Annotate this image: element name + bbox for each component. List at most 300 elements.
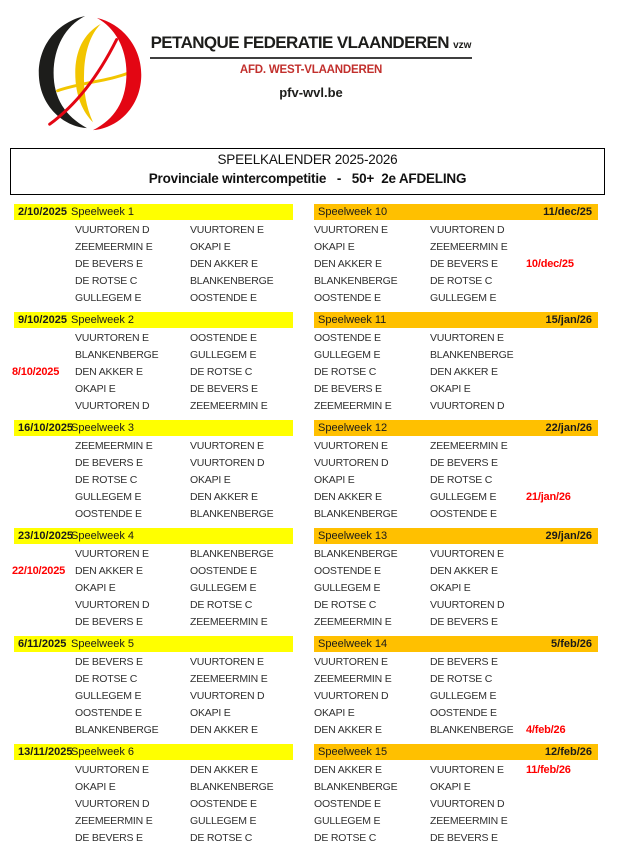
alternate-date xyxy=(8,239,75,256)
match-row xyxy=(308,779,604,796)
speelweek-label: Speelweek 14 xyxy=(318,638,388,650)
match-row xyxy=(8,830,302,847)
speelweek-block xyxy=(8,420,302,523)
team-away: VUURTOREN D xyxy=(190,457,265,469)
team-home: DEN AKKER E xyxy=(314,724,382,736)
alternate-date xyxy=(526,546,604,563)
alternate-date xyxy=(526,381,604,398)
alternate-date xyxy=(8,381,75,398)
match-rows xyxy=(308,438,604,523)
speelweek-date: 29/jan/26 xyxy=(545,530,592,542)
match-row xyxy=(308,347,604,364)
speelweek-header-bar xyxy=(314,636,598,652)
team-home: DE BEVERS E xyxy=(75,616,143,628)
speelweek-block xyxy=(8,744,302,847)
match-rows xyxy=(8,654,302,739)
match-row xyxy=(308,580,604,597)
alternate-date xyxy=(526,614,604,631)
team-away: OKAPI E xyxy=(430,582,471,594)
team-away: DEN AKKER E xyxy=(190,764,258,776)
alternate-date xyxy=(526,779,604,796)
pfv-logo-icon xyxy=(28,10,156,142)
match-row xyxy=(8,688,302,705)
team-away: DE BEVERS E xyxy=(430,656,498,668)
team-home: BLANKENBERGE xyxy=(314,508,398,520)
speelweek-header-bar xyxy=(14,528,293,544)
match-rows xyxy=(308,222,604,307)
match-row xyxy=(308,256,604,273)
alternate-date xyxy=(526,472,604,489)
match-row xyxy=(8,506,302,523)
speelweek-header-bar xyxy=(314,420,598,436)
team-away: ZEEMEERMIN E xyxy=(430,815,508,827)
speelweek-date: 23/10/2025 xyxy=(18,530,74,542)
match-row xyxy=(308,671,604,688)
speelweek-header-bar xyxy=(14,204,293,220)
team-away: BLANKENBERGE xyxy=(190,781,274,793)
team-away: BLANKENBERGE xyxy=(430,349,514,361)
match-row xyxy=(308,398,604,415)
speelweek-header-bar xyxy=(14,420,293,436)
speelweek-date: 15/jan/26 xyxy=(545,314,592,326)
match-row xyxy=(308,705,604,722)
speelweek-label: Speelweek 13 xyxy=(318,530,388,542)
alternate-date xyxy=(8,671,75,688)
division-label: AFD. WEST-VLAANDEREN xyxy=(239,64,383,76)
match-row xyxy=(8,347,302,364)
team-away: VUURTOREN D xyxy=(430,224,505,236)
team-home: DE ROTSE C xyxy=(75,275,138,287)
team-home: DE ROTSE C xyxy=(314,832,377,844)
match-row xyxy=(8,796,302,813)
team-home: VUURTOREN E xyxy=(75,332,149,344)
team-home: VUURTOREN D xyxy=(75,400,150,412)
alternate-date xyxy=(526,796,604,813)
speelweek-label: Speelweek 11 xyxy=(318,314,387,326)
alternate-date xyxy=(526,597,604,614)
team-home: ZEEMEERMIN E xyxy=(75,440,153,452)
alternate-date xyxy=(8,654,75,671)
team-away: DE BEVERS E xyxy=(430,457,498,469)
team-home: OOSTENDE E xyxy=(314,332,381,344)
alternate-date xyxy=(8,455,75,472)
team-home: VUURTOREN D xyxy=(75,798,150,810)
team-away: BLANKENBERGE xyxy=(190,275,274,287)
team-home: OOSTENDE E xyxy=(75,707,142,719)
team-home: VUURTOREN D xyxy=(75,224,150,236)
alternate-date xyxy=(526,239,604,256)
match-row xyxy=(8,546,302,563)
website-label: pfv-wvl.be xyxy=(279,85,343,100)
match-row xyxy=(308,688,604,705)
speelweek-label: Speelweek 4 xyxy=(71,530,134,542)
team-away: OKAPI E xyxy=(190,474,231,486)
alternate-date: 21/jan/26 xyxy=(526,491,571,503)
speelweek-header-bar xyxy=(314,204,598,220)
match-rows xyxy=(8,762,302,847)
team-home: ZEEMEERMIN E xyxy=(75,815,153,827)
team-away: DEN AKKER E xyxy=(190,491,258,503)
speelweek-label: Speelweek 12 xyxy=(318,422,388,434)
match-row xyxy=(308,796,604,813)
match-row xyxy=(308,654,604,671)
match-row xyxy=(8,489,302,506)
match-row xyxy=(8,813,302,830)
match-rows xyxy=(308,330,604,415)
speelweek-date: 22/jan/26 xyxy=(545,422,592,434)
alternate-date xyxy=(526,347,604,364)
competition-subtitle: Provinciale wintercompetitie - 50+ 2e AFDELING xyxy=(148,171,467,186)
alternate-date xyxy=(8,398,75,415)
match-row xyxy=(8,256,302,273)
team-away: GULLEGEM E xyxy=(430,690,497,702)
team-away: ZEEMEERMIN E xyxy=(430,440,508,452)
match-rows xyxy=(8,330,302,415)
team-away: DE ROTSE C xyxy=(190,832,253,844)
alternate-date xyxy=(8,688,75,705)
alternate-date xyxy=(8,779,75,796)
team-away: OKAPI E xyxy=(430,781,471,793)
alternate-date xyxy=(526,671,604,688)
team-home: DEN AKKER E xyxy=(314,258,382,270)
team-away: VUURTOREN E xyxy=(430,332,504,344)
team-home: GULLEGEM E xyxy=(314,815,381,827)
team-away: DEN AKKER E xyxy=(190,258,258,270)
match-row xyxy=(308,472,604,489)
match-row xyxy=(308,273,604,290)
team-away: GULLEGEM E xyxy=(430,491,497,503)
speelweek-block xyxy=(308,204,604,307)
speelweek-header-bar xyxy=(14,744,293,760)
calendar-title: SPEELKALENDER 2025-2026 xyxy=(217,152,398,167)
match-row xyxy=(8,273,302,290)
speelweek-header-bar xyxy=(314,528,598,544)
team-home: OOSTENDE E xyxy=(314,292,381,304)
weeks-column-right xyxy=(308,204,604,852)
match-row xyxy=(8,563,302,580)
match-row xyxy=(8,239,302,256)
team-home: DE BEVERS E xyxy=(75,832,143,844)
match-row xyxy=(308,364,604,381)
speelweek-label: Speelweek 10 xyxy=(318,206,388,218)
calendar-title-box xyxy=(10,148,605,195)
match-row xyxy=(8,222,302,239)
team-away: VUURTOREN E xyxy=(430,764,504,776)
speelweek-date: 5/feb/26 xyxy=(551,638,592,650)
team-home: BLANKENBERGE xyxy=(314,275,398,287)
speelweek-block xyxy=(308,744,604,847)
match-row xyxy=(8,580,302,597)
match-rows xyxy=(308,762,604,847)
speelweek-label: Speelweek 15 xyxy=(318,746,388,758)
alternate-date xyxy=(526,830,604,847)
team-away: VUURTOREN D xyxy=(430,400,505,412)
team-home: DEN AKKER E xyxy=(75,565,143,577)
alternate-date xyxy=(8,472,75,489)
match-row xyxy=(308,455,604,472)
team-home: OOSTENDE E xyxy=(314,565,381,577)
speelweek-block xyxy=(8,528,302,631)
match-row xyxy=(8,364,302,381)
team-home: BLANKENBERGE xyxy=(75,724,159,736)
team-away: BLANKENBERGE xyxy=(190,548,274,560)
match-row xyxy=(8,654,302,671)
match-rows xyxy=(8,438,302,523)
team-home: DE ROTSE C xyxy=(75,673,138,685)
speelweek-block xyxy=(8,204,302,307)
alternate-date xyxy=(526,563,604,580)
team-home: DEN AKKER E xyxy=(75,366,143,378)
team-home: OKAPI E xyxy=(314,474,355,486)
team-away: VUURTOREN D xyxy=(430,599,505,611)
team-home: DE BEVERS E xyxy=(75,656,143,668)
alternate-date xyxy=(526,688,604,705)
alternate-date xyxy=(8,830,75,847)
match-row xyxy=(308,489,604,506)
team-home: ZEEMEERMIN E xyxy=(314,616,392,628)
team-home: DEN AKKER E xyxy=(314,764,382,776)
alternate-date xyxy=(8,762,75,779)
speelweek-block xyxy=(308,636,604,739)
team-home: DE BEVERS E xyxy=(314,383,382,395)
match-row xyxy=(8,671,302,688)
team-home: OOSTENDE E xyxy=(314,798,381,810)
federation-name-text: PETANQUE FEDERATIE VLAANDEREN xyxy=(150,33,449,52)
team-away: DE BEVERS E xyxy=(430,832,498,844)
team-home: BLANKENBERGE xyxy=(75,349,159,361)
federation-header xyxy=(150,33,472,100)
team-home: VUURTOREN E xyxy=(314,656,388,668)
team-home: OKAPI E xyxy=(314,707,355,719)
match-rows xyxy=(308,654,604,739)
match-row xyxy=(308,597,604,614)
team-away: OOSTENDE E xyxy=(190,292,257,304)
match-row xyxy=(8,290,302,307)
match-row xyxy=(8,614,302,631)
alternate-date xyxy=(526,398,604,415)
match-row xyxy=(8,779,302,796)
match-row xyxy=(308,762,604,779)
team-home: OKAPI E xyxy=(314,241,355,253)
alternate-date xyxy=(526,705,604,722)
speelweek-date: 11/dec/25 xyxy=(543,206,592,218)
team-home: OKAPI E xyxy=(75,781,116,793)
team-home: VUURTOREN D xyxy=(314,457,389,469)
team-home: ZEEMEERMIN E xyxy=(314,673,392,685)
match-row xyxy=(308,722,604,739)
alternate-date xyxy=(8,222,75,239)
alternate-date xyxy=(8,546,75,563)
alternate-date: 11/feb/26 xyxy=(526,764,571,776)
team-away: DE ROTSE C xyxy=(430,673,493,685)
team-away: VUURTOREN D xyxy=(430,798,505,810)
alternate-date xyxy=(526,330,604,347)
match-row xyxy=(308,813,604,830)
team-away: DEN AKKER E xyxy=(190,724,258,736)
match-row xyxy=(308,239,604,256)
team-home: ZEEMEERMIN E xyxy=(314,400,392,412)
match-row xyxy=(308,614,604,631)
match-rows xyxy=(8,222,302,307)
team-home: GULLEGEM E xyxy=(75,292,142,304)
speelweek-block xyxy=(308,528,604,631)
team-home: ZEEMEERMIN E xyxy=(75,241,153,253)
speelweek-date: 16/10/2025 xyxy=(18,422,74,434)
alternate-date xyxy=(8,330,75,347)
team-away: OOSTENDE E xyxy=(430,707,497,719)
speelweek-label: Speelweek 5 xyxy=(71,638,134,650)
team-away: GULLEGEM E xyxy=(190,815,257,827)
alternate-date xyxy=(526,438,604,455)
speelweek-date: 2/10/2025 xyxy=(18,206,67,218)
team-away: VUURTOREN E xyxy=(190,224,264,236)
alternate-date xyxy=(8,614,75,631)
alternate-date xyxy=(526,654,604,671)
alternate-date xyxy=(526,813,604,830)
team-home: VUURTOREN D xyxy=(314,690,389,702)
match-row xyxy=(8,705,302,722)
team-home: DE ROTSE C xyxy=(75,474,138,486)
team-home: DEN AKKER E xyxy=(314,491,382,503)
match-row xyxy=(308,330,604,347)
alternate-date: 22/10/2025 xyxy=(12,565,66,577)
alternate-date xyxy=(8,796,75,813)
alternate-date: 8/10/2025 xyxy=(12,366,60,378)
team-away: OKAPI E xyxy=(430,383,471,395)
team-away: GULLEGEM E xyxy=(190,349,257,361)
match-rows xyxy=(308,546,604,631)
team-away: DEN AKKER E xyxy=(430,565,498,577)
speelweek-block xyxy=(308,420,604,523)
team-away: DE ROTSE C xyxy=(190,366,253,378)
speelweek-label: Speelweek 6 xyxy=(71,746,134,758)
team-away: OOSTENDE E xyxy=(190,332,257,344)
team-away: BLANKENBERGE xyxy=(190,508,274,520)
alternate-date xyxy=(8,256,75,273)
team-home: BLANKENBERGE xyxy=(314,781,398,793)
team-home: BLANKENBERGE xyxy=(314,548,398,560)
team-away: VUURTOREN E xyxy=(190,656,264,668)
team-away: DE BEVERS E xyxy=(430,616,498,628)
alternate-date xyxy=(8,438,75,455)
team-away: OOSTENDE E xyxy=(190,565,257,577)
team-away: DEN AKKER E xyxy=(430,366,498,378)
team-home: VUURTOREN E xyxy=(75,548,149,560)
alternate-date xyxy=(526,455,604,472)
team-away: VUURTOREN E xyxy=(430,548,504,560)
match-row xyxy=(8,597,302,614)
team-away: OKAPI E xyxy=(190,241,231,253)
alternate-date: 4/feb/26 xyxy=(526,724,566,736)
alternate-date xyxy=(526,290,604,307)
speelweek-date: 13/11/2025 xyxy=(18,746,73,758)
alternate-date: 10/dec/25 xyxy=(526,258,574,270)
alternate-date xyxy=(526,222,604,239)
team-away: GULLEGEM E xyxy=(430,292,497,304)
match-row xyxy=(308,546,604,563)
speelweek-date: 12/feb/26 xyxy=(544,746,592,758)
alternate-date xyxy=(8,580,75,597)
alternate-date xyxy=(8,705,75,722)
team-away: DE ROTSE C xyxy=(430,474,493,486)
alternate-date xyxy=(8,489,75,506)
alternate-date xyxy=(8,506,75,523)
speelweek-header-bar xyxy=(314,312,598,328)
federation-name xyxy=(150,33,472,59)
team-away: ZEEMEERMIN E xyxy=(190,673,268,685)
team-away: VUURTOREN D xyxy=(190,690,265,702)
match-row xyxy=(8,762,302,779)
weeks-column-left xyxy=(8,204,302,852)
alternate-date xyxy=(8,273,75,290)
match-row xyxy=(8,438,302,455)
alternate-date xyxy=(8,347,75,364)
speelweek-block xyxy=(8,312,302,415)
match-row xyxy=(8,455,302,472)
alternate-date xyxy=(8,290,75,307)
team-home: DE ROTSE C xyxy=(314,599,377,611)
team-away: VUURTOREN E xyxy=(190,440,264,452)
match-row xyxy=(308,381,604,398)
team-away: ZEEMEERMIN E xyxy=(430,241,508,253)
match-rows xyxy=(8,546,302,631)
team-away: DE ROTSE C xyxy=(190,599,253,611)
team-away: OKAPI E xyxy=(190,707,231,719)
speelweek-block xyxy=(8,636,302,739)
team-away: OOSTENDE E xyxy=(190,798,257,810)
match-row xyxy=(308,506,604,523)
team-away: DE BEVERS E xyxy=(190,383,258,395)
match-row xyxy=(8,722,302,739)
match-row xyxy=(8,398,302,415)
match-row xyxy=(308,563,604,580)
alternate-date xyxy=(526,364,604,381)
team-home: DE BEVERS E xyxy=(75,457,143,469)
speelweek-date: 9/10/2025 xyxy=(18,314,67,326)
team-away: OOSTENDE E xyxy=(430,508,497,520)
team-home: GULLEGEM E xyxy=(75,491,142,503)
team-home: DE BEVERS E xyxy=(75,258,143,270)
speelweek-header-bar xyxy=(14,636,293,652)
match-row xyxy=(8,381,302,398)
alternate-date xyxy=(8,597,75,614)
match-row xyxy=(308,290,604,307)
match-row xyxy=(308,222,604,239)
team-home: DE ROTSE C xyxy=(314,366,377,378)
team-away: DE BEVERS E xyxy=(430,258,498,270)
speelweek-date: 6/11/2025 xyxy=(18,638,67,650)
team-home: GULLEGEM E xyxy=(75,690,142,702)
team-home: GULLEGEM E xyxy=(314,349,381,361)
team-home: OKAPI E xyxy=(75,383,116,395)
alternate-date xyxy=(526,273,604,290)
team-home: VUURTOREN E xyxy=(314,440,388,452)
speelweek-label: Speelweek 1 xyxy=(71,206,134,218)
alternate-date xyxy=(526,506,604,523)
speelweek-label: Speelweek 2 xyxy=(71,314,134,326)
team-away: GULLEGEM E xyxy=(190,582,257,594)
team-home: VUURTOREN E xyxy=(75,764,149,776)
match-row xyxy=(8,330,302,347)
team-away: ZEEMEERMIN E xyxy=(190,616,268,628)
team-home: VUURTOREN E xyxy=(314,224,388,236)
speelweek-header-bar xyxy=(14,312,293,328)
team-away: BLANKENBERGE xyxy=(430,724,514,736)
team-away: DE ROTSE C xyxy=(430,275,493,287)
team-home: VUURTOREN D xyxy=(75,599,150,611)
speelweek-label: Speelweek 3 xyxy=(71,422,134,434)
federation-suffix: vzw xyxy=(453,40,472,51)
